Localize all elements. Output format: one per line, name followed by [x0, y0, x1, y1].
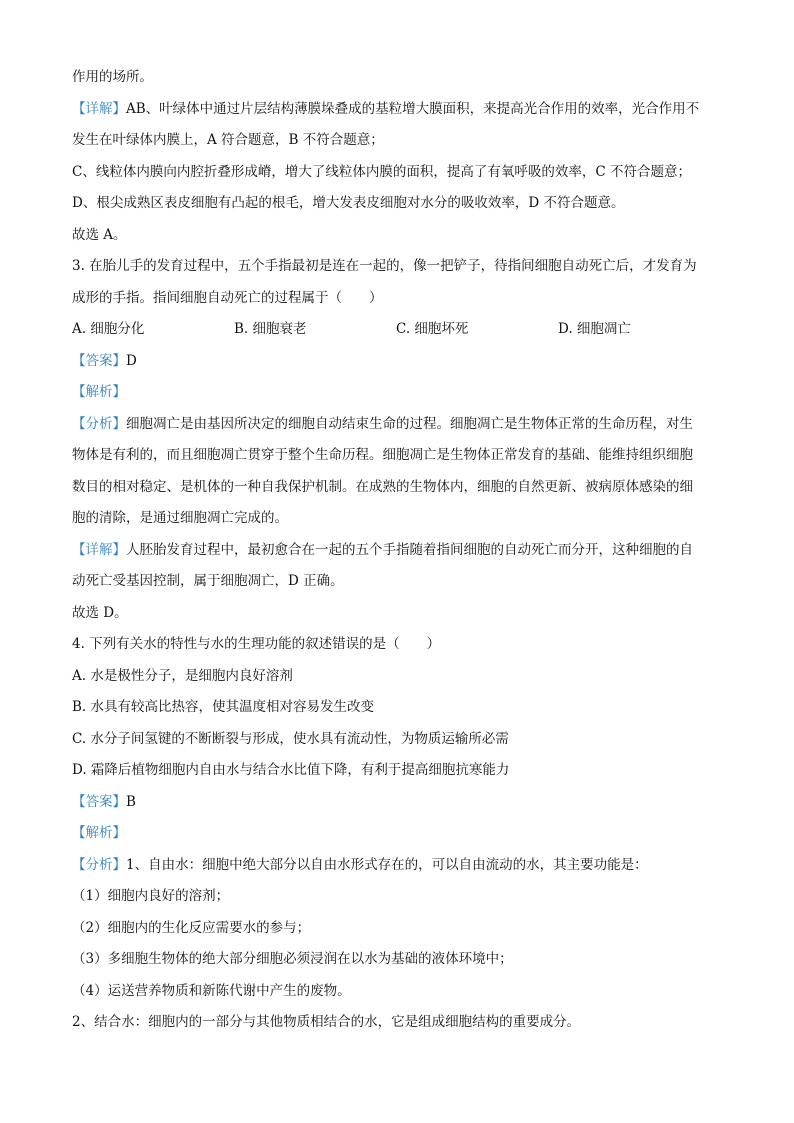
line-text: 4. 下列有关水的特性与水的生理功能的叙述错误的是（ ）	[72, 636, 441, 652]
line-text: 动死亡受基因控制，属于细胞凋亡，D 正确。	[72, 573, 344, 589]
text-line	[72, 188, 732, 220]
line-text: D. 霜降后植物细胞内自由水与结合水比值下降，有利于提高细胞抗寒能力	[72, 762, 510, 778]
question-3	[72, 251, 732, 283]
analysis-heading	[72, 818, 732, 850]
line-text: A. 水是极性分子，是细胞内良好溶剂	[72, 667, 293, 684]
line-text: 成形的手指。指间细胞自动死亡的过程属于（ ）	[72, 289, 383, 306]
section-tag: 【分析】	[72, 856, 126, 873]
line-text: AB、叶绿体中通过片层结构薄膜垛叠成的基粒增大膜面积，来提高光合作用的效率，光合作用不	[126, 100, 700, 117]
option-d: D. 细胞凋亡	[558, 321, 631, 337]
text-line	[72, 598, 732, 630]
text-line	[72, 850, 732, 882]
answer-line	[72, 787, 732, 819]
line-text: （4）运送营养物质和新陈代谢中产生的废物。	[72, 982, 351, 999]
text-line	[72, 566, 732, 598]
section-tag: 【详解】	[72, 541, 126, 558]
line-text: C、线粒体内膜向内腔折叠形成嵴，增大了线粒体内膜的面积，提高了有氧呼吸的效率，C 不符合题意；	[72, 163, 691, 180]
text-line	[72, 976, 732, 1008]
answer-line	[72, 346, 732, 378]
line-text: 3. 在胎儿手的发育过程中，五个手指最初是连在一起的，像一把铲子，待指间细胞自动死亡后，才发育为	[72, 258, 697, 274]
document-page	[72, 62, 732, 1039]
line-text: 人胚胎发育过程中，最初愈合在一起的五个手指随着指间细胞的自动死亡而分开，这种细胞的自	[126, 541, 693, 558]
line-text: 作用的场所。	[72, 69, 153, 85]
option-b: B. 细胞衰老	[234, 321, 307, 337]
text-line	[72, 125, 732, 157]
section-tag: 【详解】	[72, 100, 126, 117]
analysis-tag: 【解析】	[72, 825, 126, 841]
line-text: 细胞凋亡是由基因所决定的细胞自动结束生命的过程。细胞凋亡是生物体正常的生命历程，对生	[126, 415, 693, 432]
line-text: 数目的相对稳定、是机体的一种自我保护机制。在成熟的生物体内，细胞的自然更新、被病原体感染的细	[72, 478, 693, 495]
option-a	[72, 661, 732, 693]
text-line	[72, 944, 732, 976]
text-line	[72, 535, 732, 567]
text-line	[72, 283, 732, 315]
line-text: （1）细胞内良好的溶剂；	[72, 888, 230, 904]
line-text: （3）多细胞生物体的绝大部分细胞必须浸润在以水为基础的液体环境中；	[72, 951, 513, 967]
text-line	[72, 503, 732, 535]
option-c	[72, 724, 732, 756]
question-4	[72, 629, 732, 661]
line-text: 故选 D。	[72, 604, 128, 621]
option-a: A. 细胞分化	[72, 321, 145, 337]
line-text: 2、结合水：细胞内的一部分与其他物质相结合的水，它是组成细胞结构的重要成分。	[72, 1014, 581, 1030]
answer-tag: 【答案】	[72, 793, 126, 810]
answer-value: B	[126, 793, 136, 810]
line-text: B. 水具有较高比热容，使其温度相对容易发生改变	[72, 699, 375, 715]
text-line	[72, 440, 732, 472]
option-c: C. 细胞坏死	[396, 321, 469, 337]
answer-value: D	[126, 352, 137, 369]
text-line	[72, 94, 732, 126]
option-b	[72, 692, 732, 724]
line-text: C. 水分子间氢键的不断断裂与形成，使水具有流动性，为物质运输所必需	[72, 730, 509, 747]
text-line	[72, 62, 732, 94]
text-line	[72, 409, 732, 441]
text-line	[72, 472, 732, 504]
answer-tag: 【答案】	[72, 352, 126, 369]
line-text: D、根尖成熟区表皮细胞有凸起的根毛，增大发表皮细胞对水分的吸收效率，D 不符合题意。	[72, 195, 625, 211]
text-line	[72, 157, 732, 189]
text-line	[72, 220, 732, 252]
text-line	[72, 881, 732, 913]
line-text: 1、自由水：细胞中绝大部分以自由水形式存在的，可以自由流动的水，其主要功能是：	[126, 856, 648, 873]
answer-options	[72, 314, 732, 346]
text-line	[72, 913, 732, 945]
analysis-tag: 【解析】	[72, 384, 126, 400]
line-text: 故选 A。	[72, 226, 127, 243]
line-text: 胞的清除，是通过细胞凋亡完成的。	[72, 510, 288, 526]
line-text: 发生在叶绿体内膜上，A 符合题意，B 不符合题意；	[72, 132, 384, 148]
line-text: 物体是有利的，而且细胞凋亡贯穿于整个生命历程。细胞凋亡是生物体正常发育的基础、能维持组织细胞	[72, 447, 693, 463]
analysis-heading	[72, 377, 732, 409]
section-tag: 【分析】	[72, 415, 126, 432]
option-d	[72, 755, 732, 787]
text-line	[72, 1007, 732, 1039]
line-text: （2）细胞内的生化反应需要水的参与；	[72, 919, 311, 936]
